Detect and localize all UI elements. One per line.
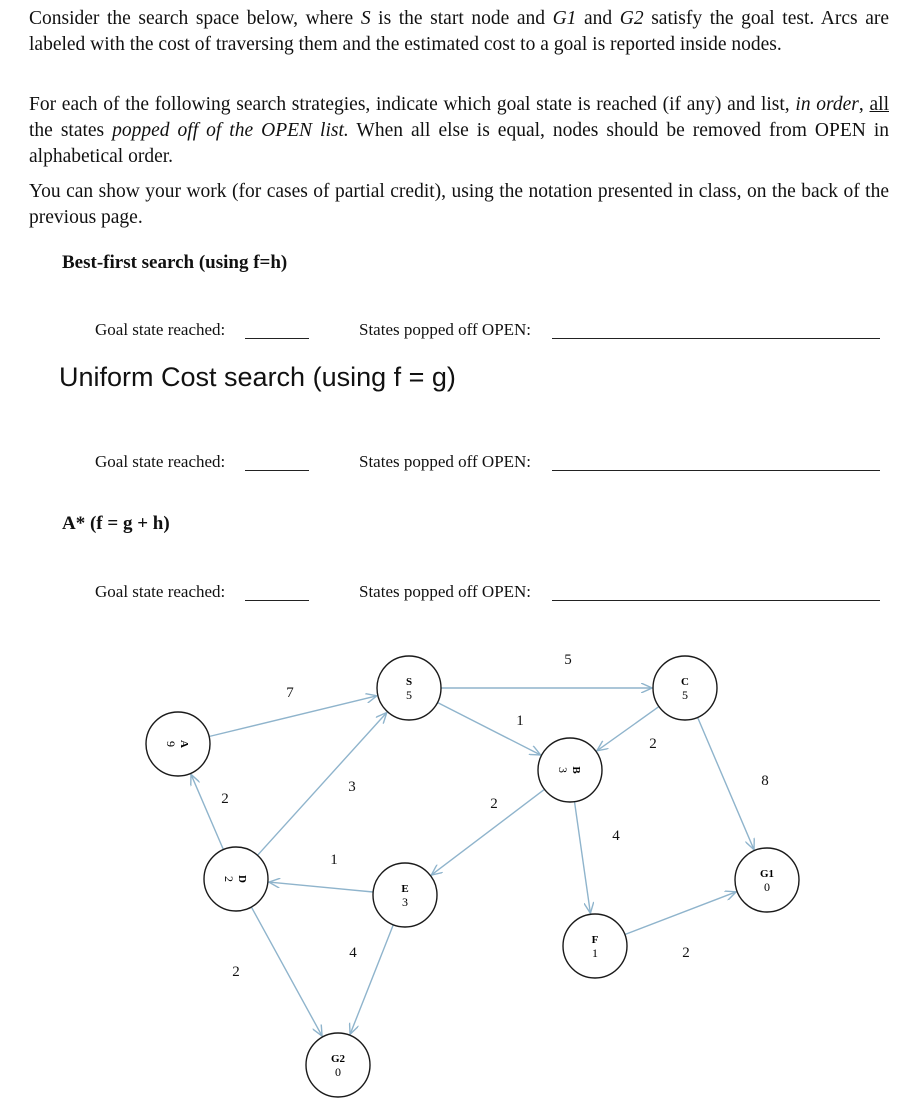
edge-cost-f-g1: 2 — [682, 945, 690, 961]
node-e — [373, 863, 437, 927]
node-name-e: E — [401, 883, 409, 895]
node-b — [538, 738, 602, 802]
node-label-e — [401, 883, 408, 909]
node-f — [563, 914, 627, 978]
edge-e-g2 — [350, 925, 393, 1035]
all-emphasis: all — [869, 94, 889, 115]
nodes-layer — [146, 656, 799, 1097]
node-heuristic-c: 5 — [682, 688, 688, 702]
node-name-d: D — [236, 875, 248, 883]
node-g2 — [306, 1033, 370, 1097]
node-name-f: F — [591, 934, 599, 946]
edge-a-s — [209, 696, 377, 737]
best-first-heading: Best-first search (using f=h) — [62, 252, 288, 273]
goal-state-label: Goal state reached: — [95, 320, 226, 339]
edge-cost-d-s: 3 — [348, 779, 356, 795]
edge-line-b-f — [575, 802, 591, 914]
edge-line-b-e — [431, 789, 544, 875]
states-popped-label: States popped off OPEN: — [359, 452, 532, 471]
instruction-text: For each of the following search strategies, indicate which goal state is reached (if any) and list, — [29, 94, 796, 115]
node-name-g1: G1 — [759, 868, 775, 880]
node-name-c: C — [681, 676, 689, 688]
goal1-ref: G1 — [552, 8, 577, 29]
intro-text: and — [576, 8, 620, 29]
start-node-ref: S — [360, 8, 371, 29]
uniform-cost-heading: Uniform Cost search (using f = g) — [59, 362, 456, 392]
edge-b-e — [431, 789, 544, 875]
node-heuristic-g2: 0 — [335, 1065, 341, 1079]
node-label-s — [406, 676, 412, 702]
edge-b-f — [575, 802, 591, 914]
edge-line-d-g2 — [251, 907, 322, 1036]
node-heuristic-s: 5 — [406, 688, 412, 702]
edge-line-s-b — [438, 703, 541, 756]
node-g1 — [735, 848, 799, 912]
edge-line-e-d — [269, 882, 373, 892]
edge-cost-e-d: 1 — [330, 852, 338, 868]
node-heuristic-b: 3 — [556, 767, 570, 773]
edge-cost-a-s: 7 — [286, 685, 294, 701]
instruction-text: the states — [29, 120, 113, 141]
node-name-b: B — [570, 766, 582, 774]
edge-cost-s-c: 5 — [564, 652, 572, 668]
node-heuristic-a: 9 — [164, 741, 178, 747]
intro-text: Consider the search space below, where — [29, 8, 361, 29]
intro-text: is the start node and — [370, 8, 553, 29]
states-popped-label: States popped off OPEN: — [359, 320, 532, 339]
edge-cost-c-g1: 8 — [761, 773, 769, 789]
edge-line-c-g1 — [698, 717, 754, 849]
edge-cost-b-f: 4 — [612, 828, 620, 844]
edge-cost-b-e: 2 — [490, 796, 498, 812]
node-label-a — [164, 740, 190, 748]
intro-paragraph-3: You can show your work (for cases of partial credit), using the notation presented in class, on the back of the previous page. — [29, 181, 889, 228]
node-label-d — [222, 875, 248, 883]
edges-layer — [191, 688, 754, 1036]
node-a — [146, 712, 210, 776]
edge-line-f-g1 — [625, 892, 736, 935]
instruction-text: , — [858, 94, 870, 115]
edge-line-d-a — [191, 774, 223, 849]
node-name-g2: G2 — [330, 1053, 346, 1065]
edge-c-g1 — [698, 717, 754, 849]
edge-cost-s-b: 1 — [516, 713, 524, 729]
edge-cost-d-a: 2 — [221, 791, 229, 807]
intro-text: satisfy the goal test. Arcs are labeled with the cost of traversing them and the estimated cost to a goal is reported inside nodes. — [29, 8, 889, 55]
node-label-f — [592, 934, 599, 960]
edge-s-b — [438, 703, 541, 756]
node-d — [204, 847, 268, 911]
edge-f-g1 — [625, 892, 736, 935]
edge-d-g2 — [251, 907, 322, 1036]
astar-heading: A* (f = g + h) — [62, 513, 170, 534]
instruction-text: When all else is equal, nodes should be removed from OPEN in alphabetical order. — [29, 120, 889, 167]
edge-cost-c-b: 2 — [649, 736, 657, 752]
popped-emphasis: popped off of the OPEN list. — [112, 120, 349, 141]
node-heuristic-e: 3 — [402, 895, 408, 909]
node-c — [653, 656, 717, 720]
edge-d-a — [191, 774, 223, 849]
node-s — [377, 656, 441, 720]
goal-state-label: Goal state reached: — [95, 452, 226, 471]
states-popped-label: States popped off OPEN: — [359, 582, 532, 601]
node-heuristic-g1: 0 — [764, 880, 770, 894]
edge-cost-d-g2: 2 — [232, 964, 240, 980]
node-heuristic-d: 2 — [222, 876, 236, 882]
edge-e-d — [269, 882, 373, 892]
edge-d-s — [258, 713, 387, 856]
node-name-s: S — [405, 676, 413, 688]
edge-cost-e-g2: 4 — [349, 945, 357, 961]
node-label-c — [681, 676, 689, 702]
node-heuristic-f: 1 — [592, 946, 598, 960]
goal2-ref: G2 — [619, 8, 644, 29]
node-name-a: A — [178, 740, 190, 748]
edge-line-e-g2 — [350, 925, 393, 1035]
edge-line-d-s — [258, 713, 387, 856]
edge-line-a-s — [209, 696, 377, 737]
in-order-emphasis: in order — [795, 94, 859, 115]
goal-state-label: Goal state reached: — [95, 582, 226, 601]
